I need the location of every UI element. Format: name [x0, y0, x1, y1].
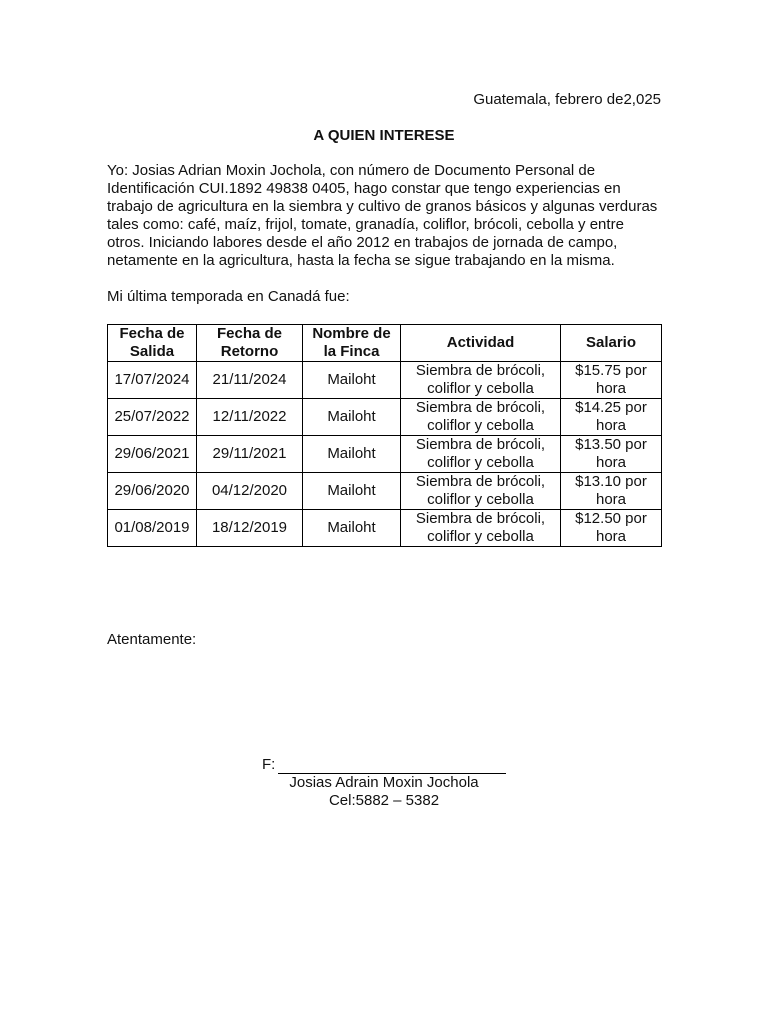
letter-title: A QUIEN INTERESE: [313, 127, 455, 144]
cell-actividad: Siembra de brócoli, coliflor y cebolla: [401, 473, 561, 510]
table-intro: Mi última temporada en Canadá fue:: [107, 288, 350, 305]
cell-actividad: Siembra de brócoli, coliflor y cebolla: [401, 436, 561, 473]
cell-finca: Mailoht: [303, 473, 401, 510]
cell-fecha-retorno: 12/11/2022: [197, 399, 303, 436]
seasons-table: [107, 324, 662, 547]
table-header-row: [108, 325, 662, 362]
closing-text: Atentamente:: [107, 631, 197, 648]
cell-finca: Mailoht: [303, 362, 401, 399]
cell-fecha-salida: 17/07/2024: [108, 362, 197, 399]
cell-fecha-retorno: 04/12/2020: [197, 473, 303, 510]
signer-phone: Cel:5882 – 5382: [328, 792, 440, 809]
cell-fecha-salida: 25/07/2022: [108, 399, 197, 436]
cell-actividad: Siembra de brócoli, coliflor y cebolla: [401, 510, 561, 547]
cell-fecha-salida: 29/06/2021: [108, 436, 197, 473]
cell-salario: $12.50 por hora: [561, 510, 662, 547]
cell-finca: Mailoht: [303, 399, 401, 436]
signature-row: [262, 756, 506, 774]
signature-prefix: F:: [262, 756, 276, 773]
cell-fecha-salida: 29/06/2020: [108, 473, 197, 510]
cell-actividad: Siembra de brócoli, coliflor y cebolla: [401, 399, 561, 436]
table-row: [108, 473, 662, 510]
table-row: [108, 436, 662, 473]
cell-fecha-retorno: 21/11/2024: [197, 362, 303, 399]
header-fecha-retorno: Fecha de Retorno: [197, 325, 303, 362]
cell-finca: Mailoht: [303, 436, 401, 473]
cell-fecha-salida: 01/08/2019: [108, 510, 197, 547]
header-fecha-salida: Fecha de Salida: [108, 325, 197, 362]
header-actividad: Actividad: [401, 325, 561, 362]
signature-line: [278, 757, 506, 774]
header-nombre-finca: Nombre de la Finca: [303, 325, 401, 362]
body-paragraph: Yo: Josias Adrian Moxin Jochola, con número de Documento Personal de Identificación CUI.1892 49838 0405, hago constar que tengo experiencias en trabajo de agricultura en la siembra y cultivo de granos básicos y algunas verduras tales como: café, maíz, frijol, tomate, granadía, coliflor, brócoli, cebolla y entre otros. Iniciando labores desde el año 2012 en trabajos de jornada de campo, netamente en la agricultura, hasta la fecha se sigue trabajando en la misma.: [107, 162, 658, 269]
cell-fecha-retorno: 29/11/2021: [197, 436, 303, 473]
cell-actividad: Siembra de brócoli, coliflor y cebolla: [401, 362, 561, 399]
cell-salario: $13.50 por hora: [561, 436, 662, 473]
table-row: [108, 510, 662, 547]
date-line: Guatemala, febrero de2,025: [473, 91, 661, 108]
signature-block: [262, 756, 506, 809]
cell-salario: $14.25 por hora: [561, 399, 662, 436]
signer-name: Josias Adrain Moxin Jochola: [289, 774, 479, 791]
cell-fecha-retorno: 18/12/2019: [197, 510, 303, 547]
cell-finca: Mailoht: [303, 510, 401, 547]
header-salario: Salario: [561, 325, 662, 362]
table-row: [108, 399, 662, 436]
cell-salario: $13.10 por hora: [561, 473, 662, 510]
table-row: [108, 362, 662, 399]
cell-salario: $15.75 por hora: [561, 362, 662, 399]
